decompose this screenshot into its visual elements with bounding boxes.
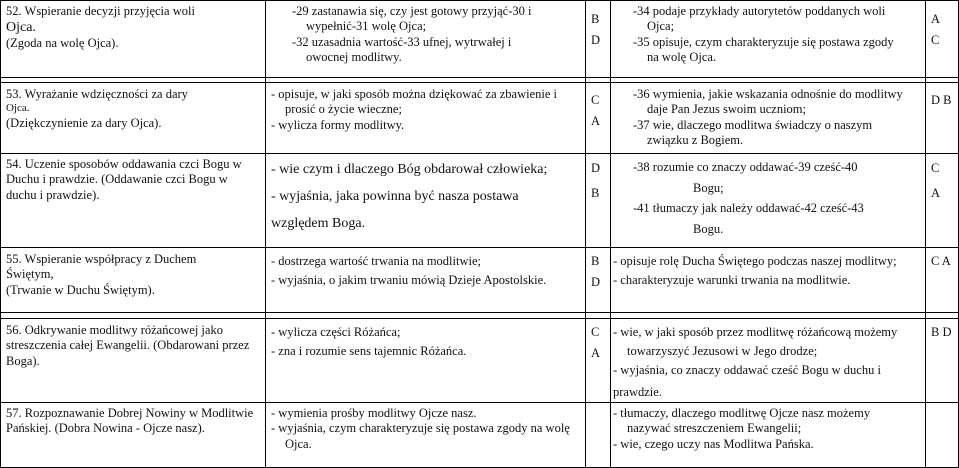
level-letter: A bbox=[591, 346, 601, 361]
req-line: -32 uzasadnia wartość-33 ufnej, wytrwałej i bbox=[292, 34, 512, 49]
topic-cell bbox=[1, 2, 265, 77]
ext-req-cell bbox=[611, 2, 925, 77]
ext-req-cell bbox=[611, 155, 925, 247]
row-divider bbox=[0, 82, 959, 83]
req-line: - wie, w jaki sposób przez modlitwę różańcową możemy bbox=[613, 325, 898, 339]
topic-line: (Trwanie w Duchu Świętym). bbox=[6, 282, 155, 297]
basic-req-cell bbox=[266, 2, 585, 77]
req-line: owocnej modlitwy. bbox=[306, 49, 402, 64]
row-divider bbox=[0, 312, 959, 313]
req-line: -29 zastanawia się, czy jest gotowy przyjąć-30 i bbox=[292, 4, 532, 18]
req-line bbox=[271, 406, 580, 421]
level-letter: D bbox=[591, 275, 601, 290]
level-letter: A bbox=[591, 114, 601, 129]
row-divider bbox=[0, 402, 959, 403]
req-line: - wylicza części Różańca; bbox=[271, 325, 401, 339]
req-line: -37 wie, dlaczego modlitwa świadczy o naszym bbox=[633, 117, 873, 132]
basic-level-cell bbox=[586, 250, 610, 312]
req-line: - wie czym i dlaczego Bóg obdarował człowieka; bbox=[271, 162, 548, 177]
req-line: -41 tłumaczy jak należy oddawać-42 cześć-43 bbox=[633, 201, 864, 216]
level-letter: D bbox=[591, 161, 601, 175]
ext-req-cell bbox=[611, 404, 925, 466]
topic-line: 57. Rozpoznawanie Dobrej Nowiny w Modlitwie bbox=[6, 406, 254, 420]
topic-cell bbox=[1, 321, 265, 402]
req-line: - charakteryzuje warunki trwania na modlitwie. bbox=[613, 273, 851, 288]
basic-req-cell bbox=[266, 321, 585, 402]
ext-level-cell bbox=[926, 2, 958, 77]
row-divider bbox=[0, 0, 959, 1]
topic-line: (Zgoda na wolę Ojca). bbox=[6, 36, 119, 51]
req-line: - wyjaśnia, o jakim trwaniu mówią Dzieje Apostolskie. bbox=[271, 273, 547, 288]
req-line: - opisuje, w jaki sposób można dziękować za zbawienie i bbox=[271, 87, 558, 101]
basic-level-cell bbox=[586, 321, 610, 402]
req-line: daje Pan Jezus swoim uczniom; bbox=[647, 102, 806, 117]
topic-line: duchu i prawdzie). bbox=[6, 187, 100, 202]
level-letter: B bbox=[591, 12, 600, 26]
req-line: - wyjaśnia, czym charakteryzuje się postawa zgody na wolę bbox=[271, 421, 570, 436]
row-divider bbox=[0, 247, 959, 248]
topic-line: 53. Wyrażanie wdzięczności za dary bbox=[6, 87, 188, 101]
ext-level-cell bbox=[926, 155, 958, 247]
req-line: -34 podaje przykłady autorytetów poddanych woli bbox=[633, 4, 886, 18]
req-line: względem Boga. bbox=[271, 216, 366, 232]
req-line: Bogu. bbox=[693, 221, 724, 236]
level-letter: A bbox=[931, 12, 941, 26]
topic-cell bbox=[1, 155, 265, 247]
basic-req-cell bbox=[266, 404, 585, 466]
ext-level-cell bbox=[926, 250, 958, 312]
topic-line: Pańskiej. (Dobra Nowina - Ojcze nasz). bbox=[6, 421, 205, 436]
req-line: - tłumaczy, dlaczego modlitwę Ojcze nasz możemy bbox=[613, 406, 871, 420]
topic-cell bbox=[1, 85, 265, 153]
level-letter: C bbox=[931, 161, 940, 175]
ext-req-cell bbox=[611, 85, 925, 153]
level-letter: B bbox=[591, 186, 600, 201]
req-line: towarzyszyć Jezusowi w Jego drodze; bbox=[627, 343, 818, 358]
ext-req-cell bbox=[611, 321, 925, 402]
topic-line: Ojca. bbox=[6, 20, 36, 36]
basic-req-cell bbox=[266, 155, 585, 247]
basic-level-cell bbox=[586, 155, 610, 247]
req-line: - zna i rozumie sens tajemnic Różańca. bbox=[271, 344, 467, 359]
row-divider bbox=[0, 153, 959, 154]
req-line: wypełnić-31 wolę Ojca; bbox=[306, 19, 427, 34]
level-letter: C bbox=[931, 33, 940, 48]
req-line: związku z Bogiem. bbox=[647, 132, 744, 147]
level-letter: C bbox=[591, 93, 600, 107]
req-line: nazywać streszczeniem Ewangelii; bbox=[627, 421, 802, 436]
topic-line: 52. Wspieranie decyzji przyjęcia woli bbox=[6, 4, 195, 18]
topic-cell bbox=[1, 250, 265, 312]
level-letter: C A bbox=[931, 254, 951, 268]
req-line: -36 wymienia, jakie wskazania odnośnie do modlitwy bbox=[633, 87, 903, 101]
req-line: -38 rozumie co znaczy oddawać-39 cześć-40 bbox=[633, 160, 858, 174]
req-text: - wymienia prośby modlitwy Ojcze nasz. bbox=[271, 406, 477, 420]
topic-line: Świętym, bbox=[6, 267, 54, 282]
req-line: Bogu; bbox=[693, 180, 724, 195]
req-line: - wyjaśnia, jaka powinna być nasza postawa bbox=[271, 189, 519, 205]
req-line: - opisuje rolę Ducha Świętego podczas naszej modlitwy; bbox=[613, 254, 897, 268]
req-line: - wie, czego uczy nas Modlitwa Pańska. bbox=[613, 436, 814, 451]
level-letter: D B bbox=[931, 93, 952, 107]
topic-line: Ojca. bbox=[6, 102, 30, 115]
topic-line: Duchu i prawdzie. (Oddawanie czci Bogu w bbox=[6, 172, 228, 187]
row-divider bbox=[0, 318, 959, 319]
req-line: - wylicza formy modlitwy. bbox=[271, 117, 405, 132]
level-letter: B bbox=[591, 254, 600, 268]
topic-line: 54. Uczenie sposobów oddawania czci Bogu w bbox=[6, 157, 242, 171]
req-line: Ojca; bbox=[647, 19, 675, 34]
ext-level-cell bbox=[926, 321, 958, 402]
basic-level-cell bbox=[586, 85, 610, 153]
ext-req-cell bbox=[611, 250, 925, 312]
req-line: - dostrzega wartość trwania na modlitwie; bbox=[271, 254, 481, 268]
req-line: na wolę Ojca. bbox=[647, 49, 717, 64]
req-line: -35 opisuje, czym charakteryzuje się postawa zgody bbox=[633, 34, 894, 49]
ext-level-cell bbox=[926, 85, 958, 153]
req-line: - wyjaśnia, co znaczy oddawać cześć Bogu w duchu i bbox=[613, 362, 881, 377]
req-line: Ojca. bbox=[285, 436, 312, 451]
topic-line: 55. Wspieranie współpracy z Duchem bbox=[6, 252, 197, 266]
level-letter: D bbox=[591, 33, 601, 48]
req-line: prawdzie. bbox=[613, 385, 662, 400]
topic-cell bbox=[1, 404, 265, 466]
level-letter: B D bbox=[931, 325, 952, 339]
topic-line: (Dziękczynienie za dary Ojca). bbox=[6, 115, 162, 130]
basic-level-cell bbox=[586, 2, 610, 77]
basic-req-cell bbox=[266, 250, 585, 312]
topic-line: streszczenia całej Ewangelii. (Obdarowani przez bbox=[6, 338, 250, 353]
basic-req-cell bbox=[266, 85, 585, 153]
row-divider bbox=[0, 77, 959, 78]
level-letter: A bbox=[931, 186, 941, 201]
topic-line: 56. Odkrywanie modlitwy różańcowej jako bbox=[6, 323, 223, 337]
level-letter: C bbox=[591, 325, 600, 339]
topic-line: Boga). bbox=[6, 353, 40, 368]
req-line: prosić o życie wieczne; bbox=[285, 102, 402, 117]
